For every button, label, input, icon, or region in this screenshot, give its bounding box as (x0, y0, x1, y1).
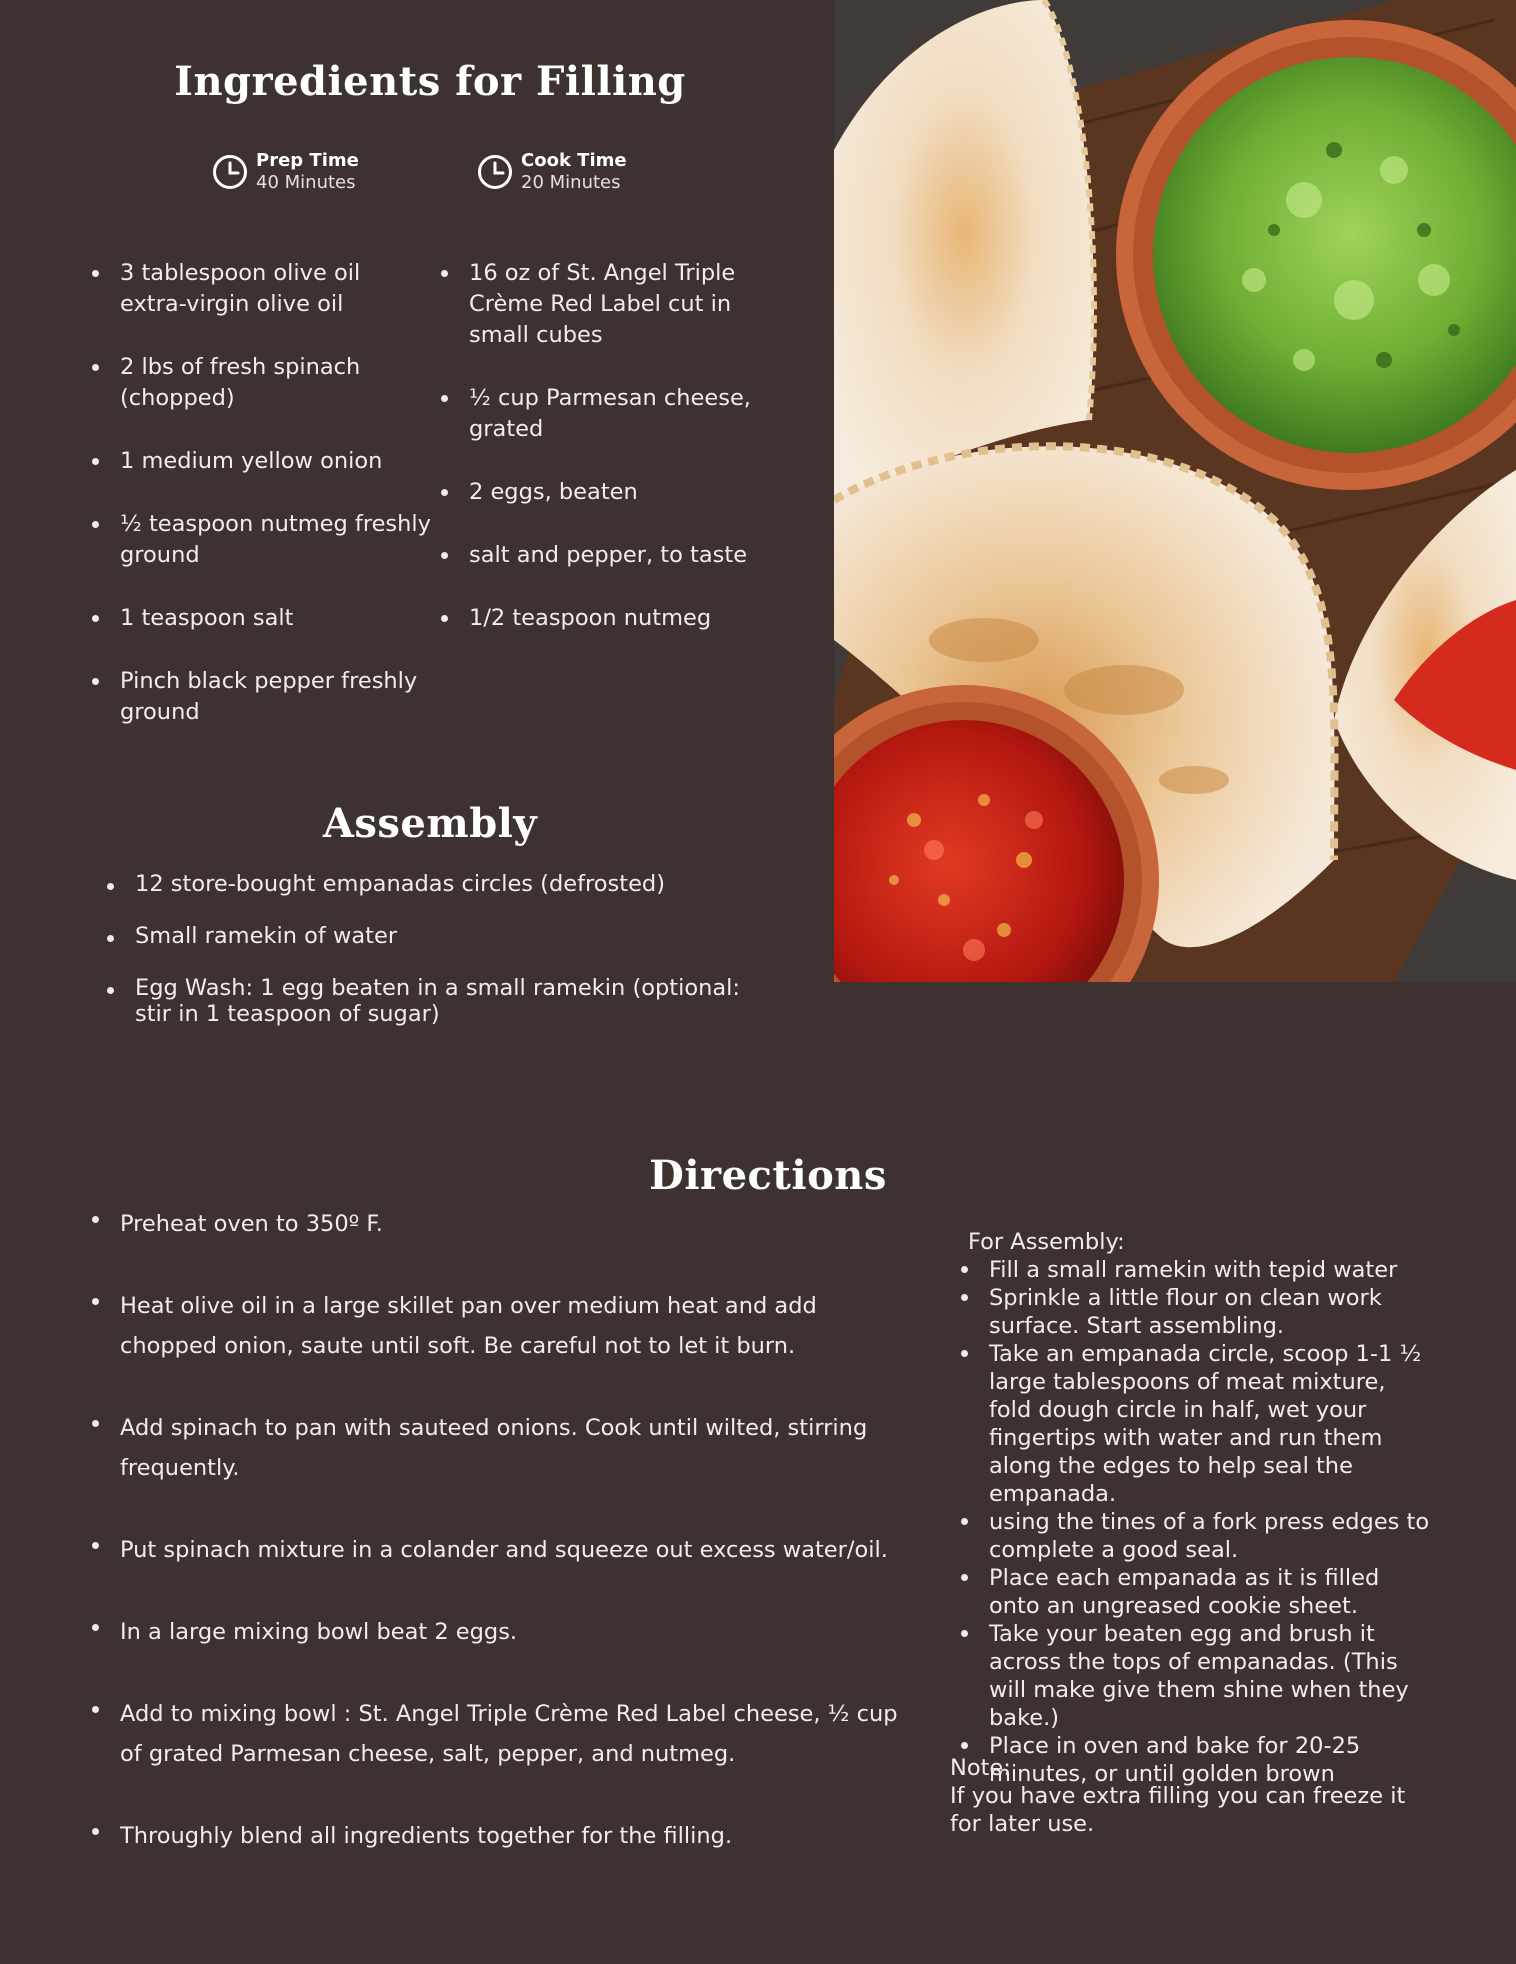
directions-steps (120, 1204, 920, 1898)
list-item: Place each empanada as it is filled onto an ungreased cookie sheet. (989, 1564, 1430, 1620)
list-item: Egg Wash: 1 egg beaten in a small ramekin (optional: stir in 1 teaspoon of sugar) (135, 975, 775, 1027)
for-assembly-heading: For Assembly: (968, 1229, 1125, 1255)
list-item: 1 medium yellow onion (120, 446, 432, 477)
list-item: Preheat oven to 350º F. (120, 1204, 920, 1244)
list-item: salt and pepper, to taste (469, 540, 769, 571)
note-section (950, 1754, 1410, 1838)
list-item: 16 oz of St. Angel Triple Crème Red Label cut in small cubes (469, 258, 769, 351)
assembly-list (135, 871, 775, 1053)
list-item: Add spinach to pan with sauteed onions. Cook until wilted, stirring frequently. (120, 1408, 920, 1488)
note-text: If you have extra filling you can freeze it for later use. (950, 1783, 1406, 1837)
list-item: 3 tablespoon olive oil extra-virgin olive oil (120, 258, 432, 320)
list-item: ½ teaspoon nutmeg freshly ground (120, 509, 432, 571)
directions-title: Directions (649, 1152, 887, 1199)
list-item: Fill a small ramekin with tepid water (989, 1256, 1430, 1284)
list-item: Put spinach mixture in a colander and squeeze out excess water/oil. (120, 1530, 920, 1570)
cook-time (477, 150, 627, 194)
cook-time-label: Cook Time (521, 150, 627, 171)
list-item: Small ramekin of water (135, 923, 775, 949)
prep-time-label: Prep Time (256, 150, 359, 171)
cook-time-value: 20 Minutes (521, 172, 621, 193)
list-item: 1/2 teaspoon nutmeg (469, 603, 769, 634)
list-item: Heat olive oil in a large skillet pan over medium heat and add chopped onion, saute until soft. Be careful not to let it burn. (120, 1286, 920, 1366)
for-assembly-section (950, 1228, 1430, 1788)
filling-title: Ingredients for Filling (174, 58, 686, 105)
note-label: Note: (950, 1755, 1011, 1781)
prep-time (212, 150, 359, 194)
list-item: ½ cup Parmesan cheese, grated (469, 383, 769, 445)
list-item: Take your beaten egg and brush it across the tops of empanadas. (This will make give them shine when they bake.) (989, 1620, 1430, 1732)
clock-icon (212, 154, 248, 190)
list-item: Place in oven and bake for 20-25 minutes, or until golden brown (989, 1732, 1430, 1788)
list-item: Sprinkle a little flour on clean work surface. Start assembling. (989, 1284, 1430, 1340)
list-item: 1 teaspoon salt (120, 603, 432, 634)
list-item: Add to mixing bowl : St. Angel Triple Crème Red Label cheese, ½ cup of grated Parmesan cheese, salt, pepper, and nutmeg. (120, 1694, 920, 1774)
list-item: Throughly blend all ingredients together for the filling. (120, 1816, 920, 1856)
clock-icon (477, 154, 513, 190)
list-item: 12 store-bought empanadas circles (defrosted) (135, 871, 775, 897)
filling-ingredients-col1 (120, 258, 432, 760)
assembly-title: Assembly (322, 800, 538, 847)
empanadas-photo (834, 0, 1516, 982)
list-item: 2 lbs of fresh spinach (chopped) (120, 352, 432, 414)
list-item: In a large mixing bowl beat 2 eggs. (120, 1612, 920, 1652)
list-item: Take an empanada circle, scoop 1-1 ½ large tablespoons of meat mixture, fold dough circle in half, wet your fingertips with water and run them along the edges to help seal the empanada. (989, 1340, 1430, 1508)
list-item: using the tines of a fork press edges to complete a good seal. (989, 1509, 1430, 1563)
list-item: 2 eggs, beaten (469, 477, 769, 508)
list-item: Pinch black pepper freshly ground (120, 666, 432, 728)
for-assembly-steps (989, 1256, 1430, 1788)
filling-ingredients-col2 (469, 258, 769, 666)
prep-time-value: 40 Minutes (256, 172, 356, 193)
